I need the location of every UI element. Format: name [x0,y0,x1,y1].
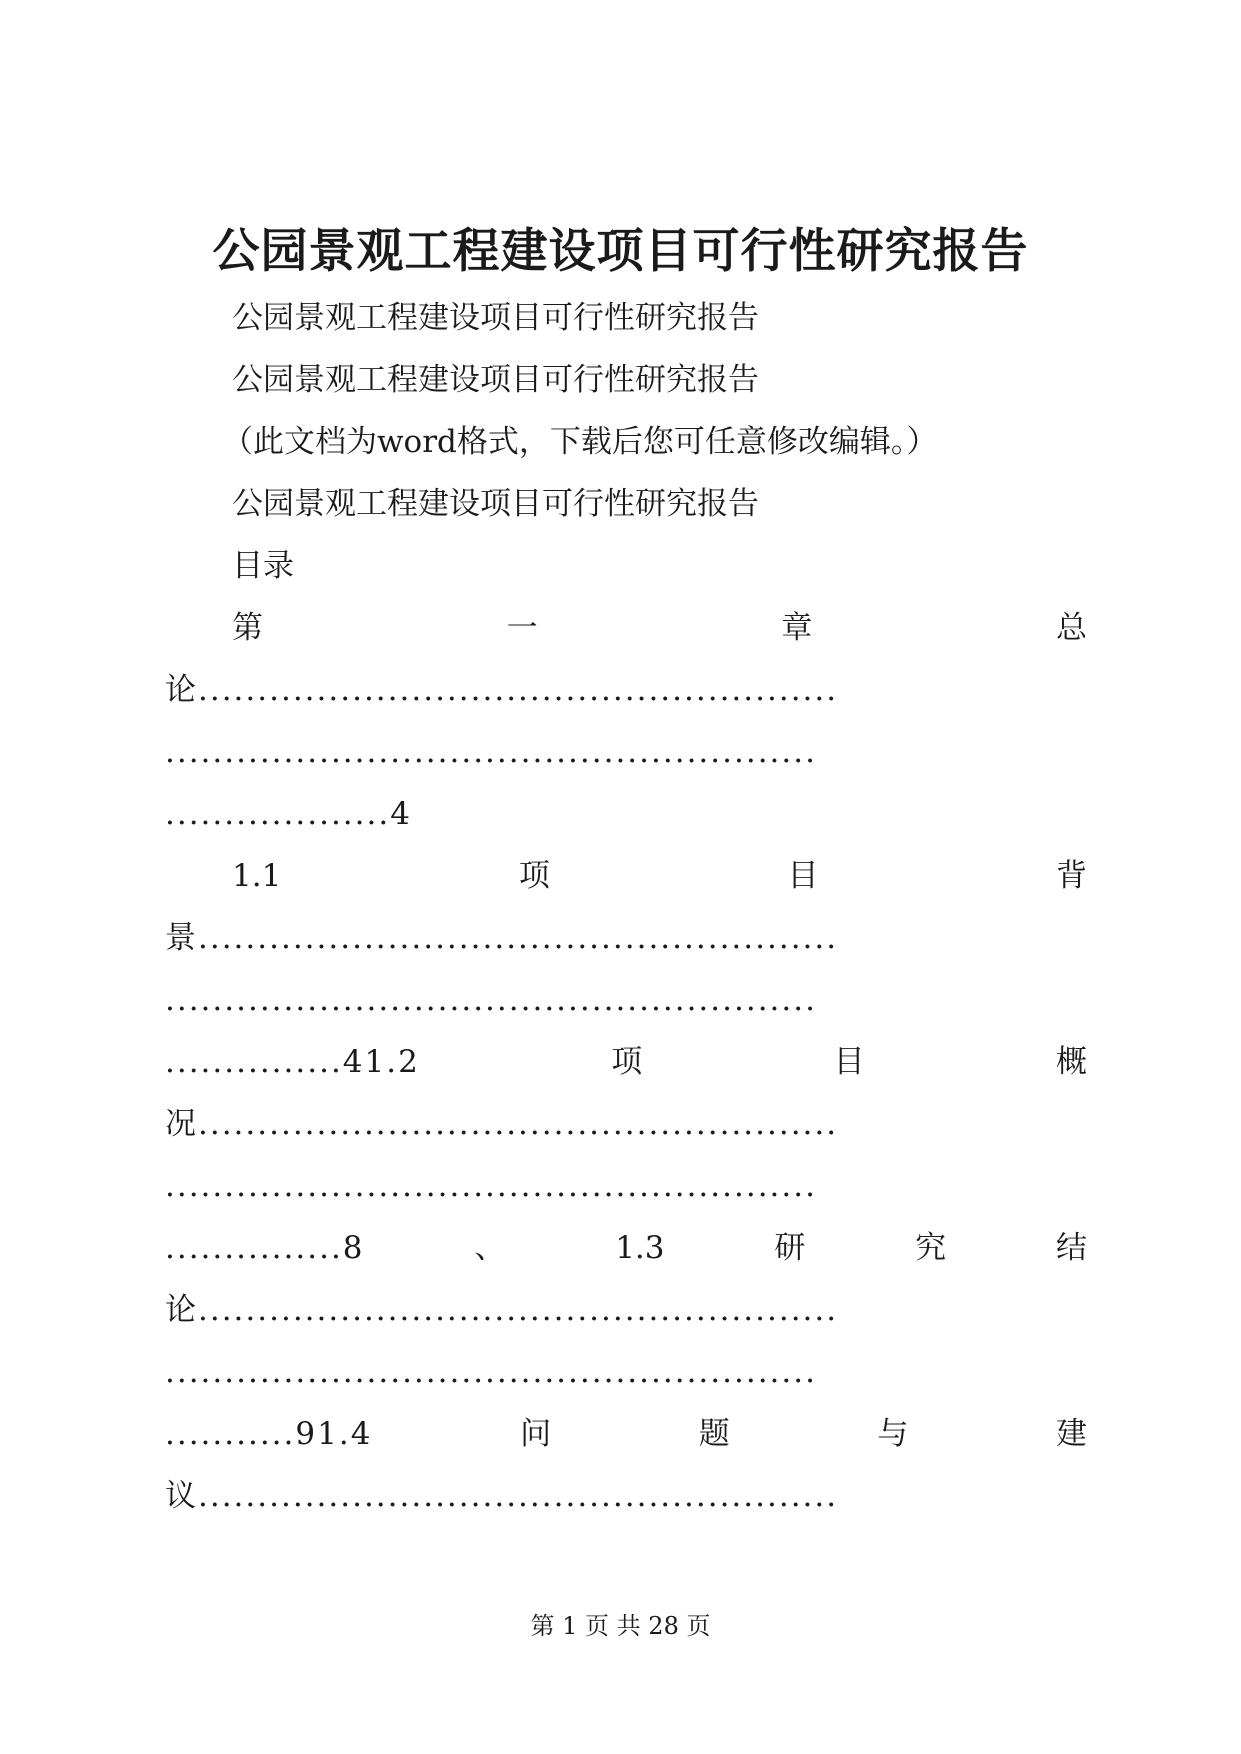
toc-text: 研 [774,1230,806,1266]
toc-leader: ....................................................... [165,982,817,1018]
toc-text: 背 [1056,858,1087,894]
toc-text: 结 [1056,1230,1087,1266]
toc-entry-1-3 [165,1228,1087,1268]
toc-text: 目 [833,1044,865,1080]
toc-text: 概 [1055,1044,1087,1080]
toc-text: 项 [518,858,550,894]
toc-entry-chapter-1 [232,608,1087,648]
toc-text: 章 [781,610,813,646]
toc-entry-1-1 [232,856,1087,896]
toc-text: ...............41.2 [165,1044,420,1080]
toc-leader: ....................................................... [165,1168,817,1204]
toc-leader: ....................................................... [165,1354,817,1390]
body-line: 公园景观工程建设项目可行性研究报告 [232,362,759,398]
toc-text: 问 [520,1416,552,1452]
toc-text: ...............8 [165,1230,365,1266]
toc-text: 、 [474,1230,506,1266]
toc-entry-1-2 [165,1042,1087,1082]
toc-entry-1-4 [165,1414,1087,1454]
body-line: 公园景观工程建设项目可行性研究报告 [232,300,759,336]
toc-heading: 目录 [232,548,294,584]
page-number-footer: 第 1 页 共 28 页 [530,1612,711,1640]
toc-text: 项 [611,1044,643,1080]
toc-leader-page: ...................4 [165,796,412,832]
toc-text: 一 [506,610,538,646]
toc-text: 1.1 [232,858,282,894]
toc-leader: 论...................................................... [165,1292,839,1328]
toc-leader: 议...................................................... [165,1478,839,1514]
toc-leader: ....................................................... [165,734,817,770]
toc-leader: 景...................................................... [165,920,839,956]
toc-text: 与 [877,1416,909,1452]
toc-leader: 况...................................................... [165,1106,839,1142]
toc-leader: 论...................................................... [165,672,839,708]
body-line: 公园景观工程建设项目可行性研究报告 [232,486,759,522]
toc-text: 总 [1055,610,1087,646]
toc-text: 建 [1055,1416,1087,1452]
toc-text: 第 [232,610,263,646]
toc-text: 究 [915,1230,947,1266]
toc-text: ...........91.4 [165,1416,373,1452]
toc-text: 1.3 [615,1230,665,1266]
document-title: 公园景观工程建设项目可行性研究报告 [212,224,1029,279]
toc-text: 目 [787,858,819,894]
toc-text: 题 [698,1416,730,1452]
body-line-note: （此文档为word格式，下载后您可任意修改编辑。） [222,424,938,460]
